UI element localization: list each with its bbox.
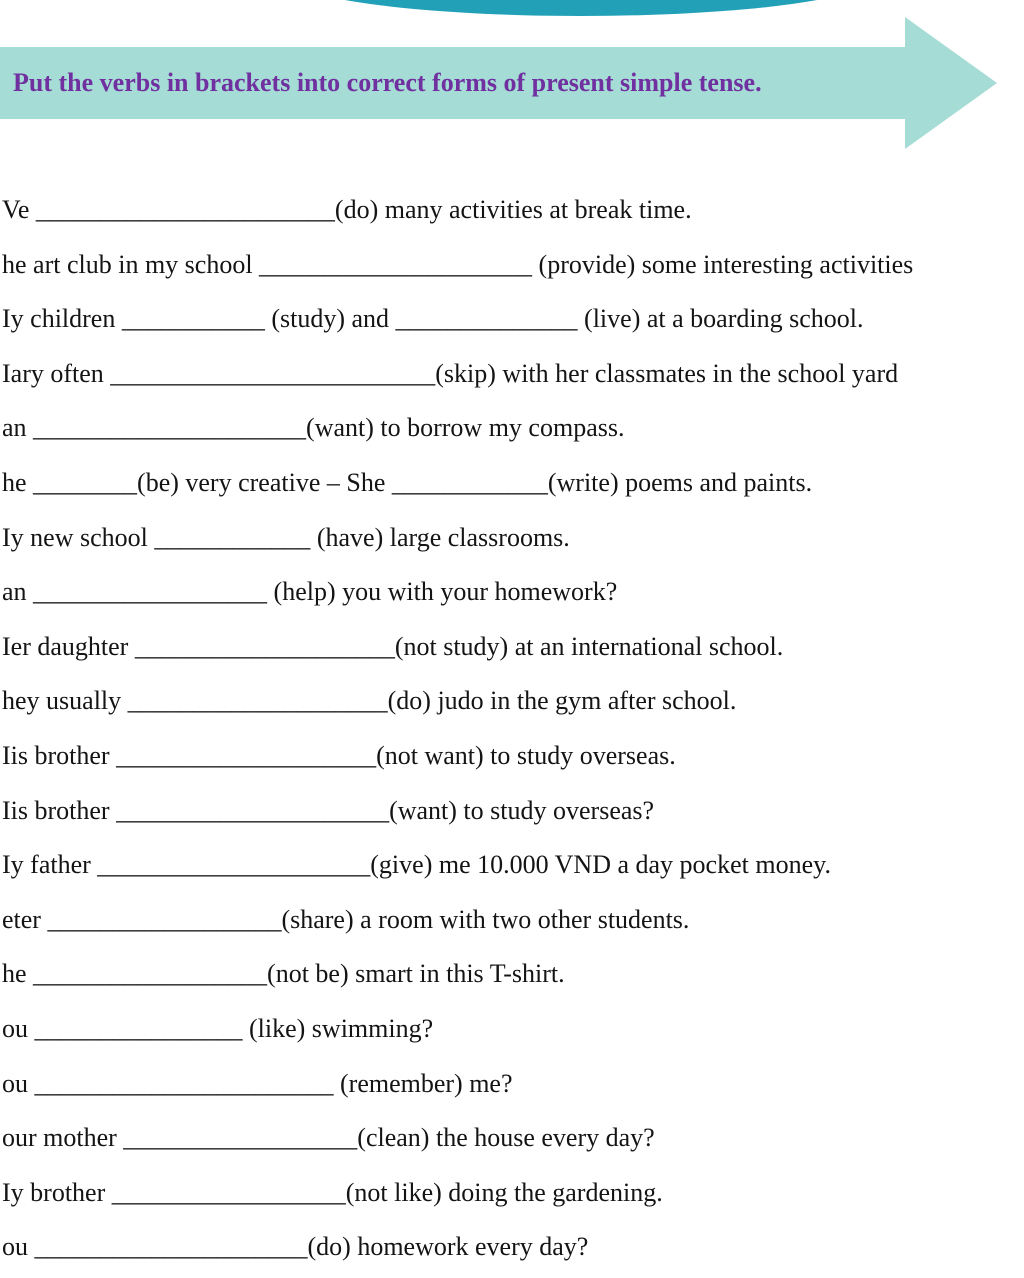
exercise-line: eter __________________(share) a room with two other students. bbox=[2, 904, 690, 934]
exercise-line: hey usually ____________________(do) judo in the gym after school. bbox=[2, 686, 737, 716]
exercise-line: an _____________________(want) to borrow my compass. bbox=[2, 413, 625, 443]
exercise-line: Ier daughter ____________________(not study) at an international school. bbox=[2, 631, 784, 661]
exercise-line: our mother __________________(clean) the house every day? bbox=[2, 1123, 655, 1153]
exercise-line: ou ________________ (like) swimming? bbox=[2, 1013, 434, 1043]
exercise-line: Iary often _________________________(skip) with her classmates in the school yard bbox=[2, 358, 899, 388]
exercise-line: Iy children ___________ (study) and ______________ (live) at a boarding school. bbox=[2, 304, 864, 334]
exercise-line: Iy father _____________________(give) me 10.000 VND a day pocket money. bbox=[2, 850, 831, 880]
arrow-head-icon bbox=[905, 17, 997, 149]
instruction-banner bbox=[0, 47, 905, 119]
exercise-line: Iis brother ____________________(not want) to study overseas. bbox=[2, 740, 676, 770]
exercise-line: Iy brother __________________(not like) doing the gardening. bbox=[2, 1177, 663, 1207]
exercise-line: Iy new school ____________ (have) large classrooms. bbox=[2, 522, 570, 552]
exercise-line: ou _____________________(do) homework every day? bbox=[2, 1232, 589, 1262]
decorative-ellipse bbox=[283, 0, 879, 16]
exercise-line: he ________(be) very creative – She ____________(write) poems and paints. bbox=[2, 467, 813, 497]
exercise-line: he art club in my school _____________________ (provide) some interesting activities bbox=[2, 249, 914, 279]
exercise-line: an __________________ (help) you with your homework? bbox=[2, 577, 618, 607]
instruction-text: Put the verbs in brackets into correct forms of present simple tense. bbox=[13, 68, 762, 97]
exercise-lines bbox=[0, 183, 1024, 1275]
exercise-line: he __________________(not be) smart in this T-shirt. bbox=[2, 959, 565, 989]
exercise-line: Ve _______________________(do) many activities at break time. bbox=[2, 195, 692, 224]
exercise-line: ou _______________________ (remember) me? bbox=[2, 1068, 513, 1098]
exercise-line: Iis brother _____________________(want) to study overseas? bbox=[2, 795, 655, 825]
